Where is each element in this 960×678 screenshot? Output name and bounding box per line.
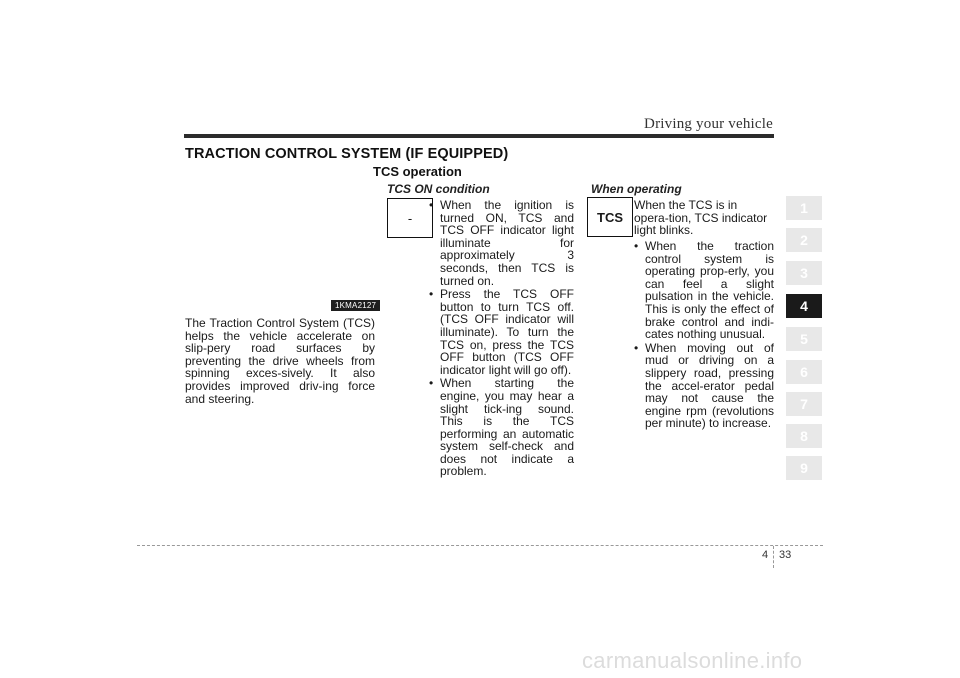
operating-list (634, 240, 774, 431)
chapter-tab-1[interactable]: 1 (786, 196, 822, 220)
running-header: Driving your vehicle (644, 116, 773, 132)
list-item: • Press the TCS OFF button to turn TCS off. (TCS OFF indicator will illuminate). To turn the TCS on, press the TCS OFF button (TCS OFF indicator light will go off). (429, 288, 574, 376)
watermark: carmanualsonline.info (582, 648, 803, 673)
footer-page-number: 33 (779, 549, 792, 561)
chapter-tab-2[interactable]: 2 (786, 228, 822, 252)
chapter-tab-9[interactable]: 9 (786, 456, 822, 480)
tcs-indicator-icon (587, 197, 633, 237)
image-code-label: 1KMA2127 (331, 300, 380, 311)
intro-paragraph: The Traction Control System (TCS) helps the vehicle accelerate on slip-pery road surfaces by preventing the drive wheels from spinning exces-sively. It also provides improved driv-ing force and steering. (185, 316, 375, 406)
tcs-indicator-label: TCS (597, 209, 623, 225)
footer-divider (773, 546, 774, 568)
list-item: • When the ignition is turned ON, TCS and TCS OFF indicator light illuminate for approximately 3 seconds, then TCS is turned on. (429, 199, 574, 287)
chapter-tab-5[interactable]: 5 (786, 327, 822, 351)
operating-heading: When operating (591, 182, 682, 196)
footer-rule (137, 545, 823, 546)
subsection-title: TCS operation (373, 164, 462, 179)
list-item: • When starting the engine, you may hear a slight tick-ing sound. This is the TCS performing an automatic system self-check and does not indicate a problem. (429, 377, 574, 478)
chapter-tab-8[interactable]: 8 (786, 424, 822, 448)
operating-intro-first-lines (634, 199, 774, 237)
list-item: • When moving out of mud or driving on a slippery road, pressing the accel-erator pedal may not cause the engine rpm (revolutions per minute) to increase. (634, 342, 774, 430)
chapter-tab-3[interactable]: 3 (786, 261, 822, 285)
footer-chapter-number: 4 (762, 549, 769, 561)
list-item: • When the traction control system is operating prop-erly, you can feel a slight pulsation in the vehicle. This is only the effect of brake control and indi-cates nothing unusual. (634, 240, 774, 341)
tcs-off-indicator-label: - (407, 210, 413, 226)
operating-intro: When the TCS is in opera-tion, TCS indicator light blinks. (634, 198, 768, 238)
tcs-off-indicator-icon (387, 198, 433, 238)
chapter-tab-7[interactable]: 7 (786, 392, 822, 416)
on-condition-heading: TCS ON condition (387, 182, 490, 196)
header-rule (184, 134, 774, 138)
chapter-tab-6[interactable]: 6 (786, 360, 822, 384)
section-title: TRACTION CONTROL SYSTEM (IF EQUIPPED) (185, 146, 509, 162)
on-condition-list (429, 199, 574, 479)
chapter-tab-4[interactable]: 4 (786, 294, 822, 318)
